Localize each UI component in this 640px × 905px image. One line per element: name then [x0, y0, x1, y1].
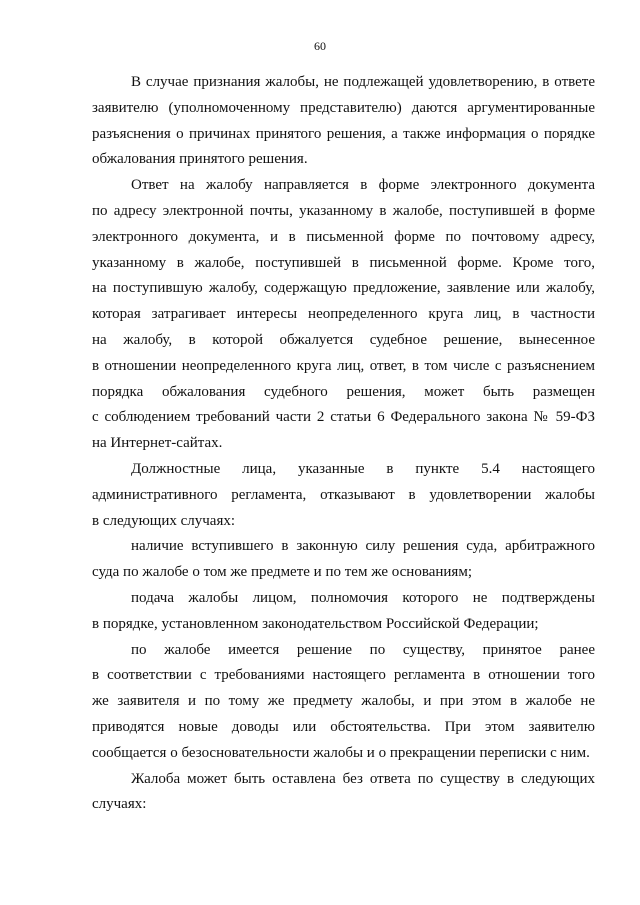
text-line: в следующих случаях: — [92, 513, 236, 529]
text-line: на жалобу, в которой обжалуется судебное решение, вынесенное — [92, 332, 595, 348]
text-line: по адресу электронной почты, указанному в жалобе, поступившей в форме — [92, 203, 595, 219]
text-line: сообщается о безосновательности жалобы и о прекращении переписки с ним. — [92, 745, 590, 761]
text-line: с соблюдением требований части 2 статьи 6 Федерального закона № 59-ФЗ — [92, 409, 595, 425]
text-line: на Интернет-сайтах. — [92, 435, 223, 451]
text-line: В случае признания жалобы, не подлежащей удовлетворению, в ответе — [131, 74, 595, 90]
text-line: приводятся новые доводы или обстоятельства. При этом заявителю — [92, 719, 595, 735]
text-line: в порядке, установленном законодательством Российской Федерации; — [92, 616, 539, 632]
page-number: 60 — [314, 39, 326, 53]
text-line: наличие вступившего в законную силу решения суда, арбитражного — [131, 538, 595, 554]
text-line: случаях: — [92, 796, 147, 812]
text-line: Должностные лица, указанные в пункте 5.4 настоящего — [131, 461, 595, 477]
text-line: Жалоба может быть оставлена без ответа по существу в следующих — [131, 771, 595, 787]
text-line: разъяснения о причинах принятого решения, а также информация о порядке — [92, 126, 595, 142]
text-line: в отношении неопределенного круга лиц, ответ, в том числе с разъяснением — [92, 358, 595, 374]
text-line: порядка обжалования судебного решения, может быть размещен — [92, 384, 595, 400]
text-line: заявителю (уполномоченному представителю) даются аргументированные — [92, 100, 595, 116]
text-line: суда по жалобе о том же предмете и по тем же основаниям; — [92, 564, 472, 580]
text-line: которая затрагивает интересы неопределенного круга лиц, в частности — [92, 306, 595, 322]
text-line: же заявителя и по тому же предмету жалобы, и при этом в жалобе не — [92, 693, 595, 709]
text-line: электронного документа, и в письменной форме по почтовому адресу, — [92, 229, 595, 245]
text-line: Ответ на жалобу направляется в форме электронного документа — [131, 177, 595, 193]
text-line: подача жалобы лицом, полномочия которого не подтверждены — [131, 590, 595, 606]
text-line: по жалобе имеется решение по существу, принятое ранее — [131, 642, 595, 658]
text-line: указанному в жалобе, поступившей в письменной форме. Кроме того, — [92, 255, 595, 271]
text-line: в соответствии с требованиями настоящего регламента в отношении того — [92, 667, 595, 683]
text-line: обжалования принятого решения. — [92, 151, 308, 167]
text-line: административного регламента, отказывают в удовлетворении жалобы — [92, 487, 595, 503]
text-line: на поступившую жалобу, содержащую предложение, заявление или жалобу, — [92, 280, 595, 296]
